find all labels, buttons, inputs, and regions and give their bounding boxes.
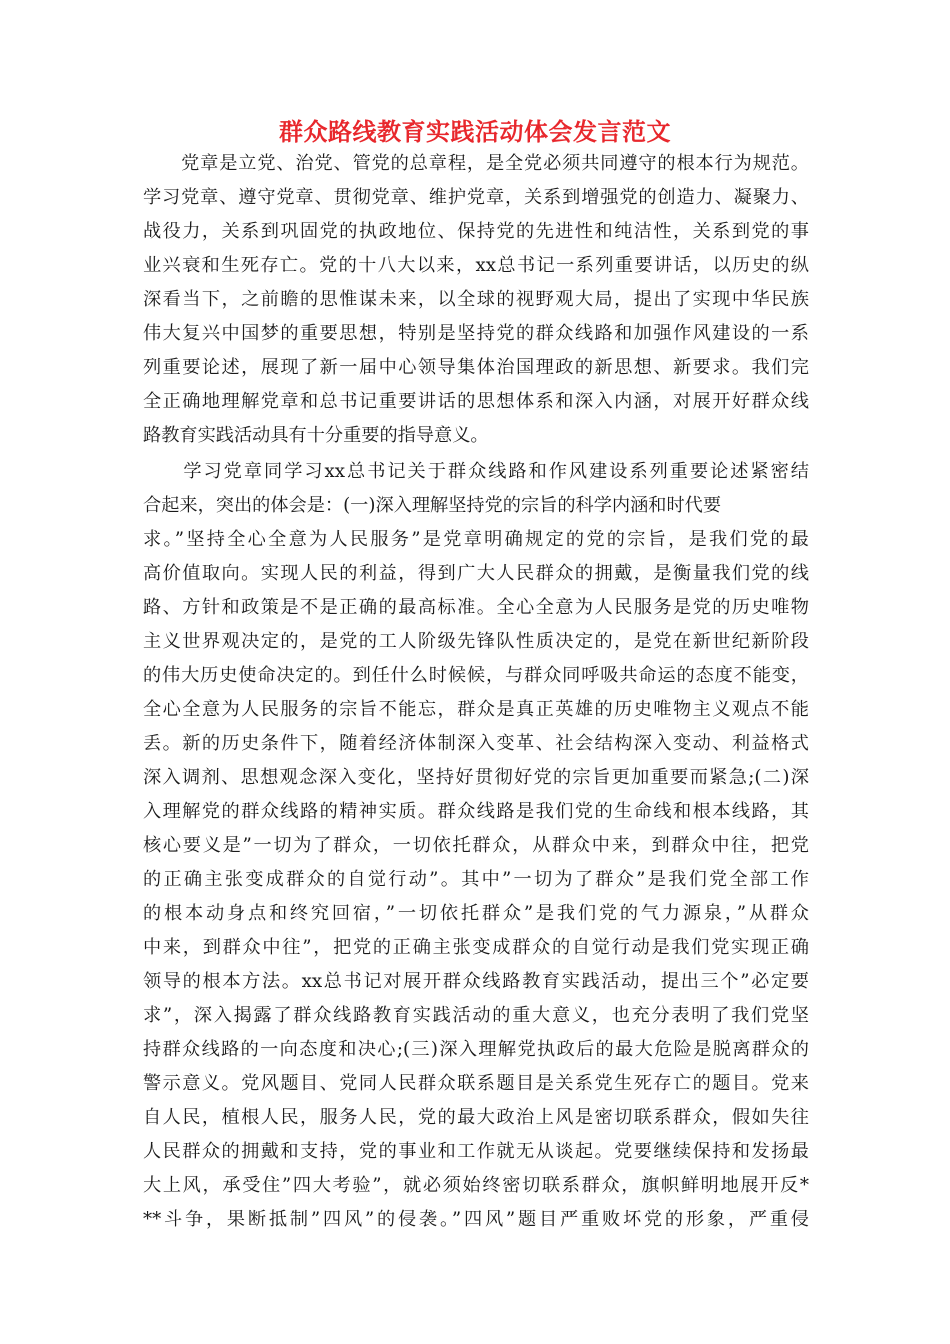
paragraph-1: [143, 147, 809, 453]
paragraph-line: 全正确地理解党章和总书记重要讲话的思想体系和深入内涵，对展开好群众线: [143, 391, 809, 412]
paragraph-line: **斗争，果断抵制”四风”的侵袭。”四风”题目严重败坏党的形象，严重侵: [143, 1209, 809, 1230]
paragraph-line: 求”，深入揭露了群众线路教育实践活动的重大意义，也充分表明了我们党坚: [143, 1005, 809, 1026]
paragraph-line: 的正确主张变成群众的自觉行动”。其中”一切为了群众”是我们党全部工作: [143, 869, 809, 890]
paragraph-line: 深看当下，之前瞻的思惟谋未来，以全球的视野观大局，提出了实现中华民族: [143, 289, 809, 310]
paragraph-line: 战役力，关系到巩固党的执政地位、保持党的先进性和纯洁性，关系到党的事: [143, 221, 809, 242]
paragraph-line: 警示意义。党风题目、党同人民群众联系题目是关系党生死存亡的题目。党来: [143, 1073, 809, 1094]
paragraph-line: 人民群众的拥戴和支持，党的事业和工作就无从谈起。党要继续保持和发扬最: [143, 1141, 809, 1162]
paragraph-line: 入理解党的群众线路的精神实质。群众线路是我们党的生命线和根本线路，其: [143, 801, 809, 822]
document-title: 群众路线教育实践活动体会发言范文: [279, 118, 671, 146]
paragraph-line: 高价值取向。实现人民的利益，得到广大人民群众的拥戴，是衡量我们党的线: [143, 563, 809, 584]
paragraph-line: 大上风，承受住”四大考验”，就必须始终密切联系群众，旗帜鲜明地展开反*: [143, 1175, 809, 1196]
paragraph-line: 丢。新的历史条件下，随着经济体制深入变革、社会结构深入变动、利益格式: [143, 733, 809, 754]
paragraph-line: 中来，到群众中往”，把党的正确主张变成群众的自觉行动是我们党实现正确: [143, 937, 809, 958]
paragraph-line: 的伟大历史使命决定的。到任什么时候候，与群众同呼吸共命运的态度不能变，: [143, 665, 809, 686]
paragraph-line: 合起来，突出的体会是：(一)深入理解坚持党的宗旨的科学内涵和时代要: [143, 495, 722, 516]
paragraph-line: 全心全意为人民服务的宗旨不能忘，群众是真正英雄的历史唯物主义观点不能: [143, 699, 809, 720]
paragraph-line: 学习党章、遵守党章、贯彻党章、维护党章，关系到增强党的创造力、凝聚力、: [143, 187, 809, 208]
paragraph-line: 自人民，植根人民，服务人民，党的最大政治上风是密切联系群众，假如失往: [143, 1107, 809, 1128]
paragraph-line: 列重要论述，展现了新一届中心领导集体治国理政的新思想、新要求。我们完: [143, 357, 809, 378]
paragraph-line: 学习党章同学习xx总书记关于群众线路和作风建设系列重要论述紧密结: [143, 461, 809, 482]
paragraph-line: 的根本动身点和终究回宿，”一切依托群众”是我们党的气力源泉，”从群众: [143, 903, 809, 924]
paragraph-line: 路、方针和政策是不是正确的最高标准。全心全意为人民服务是党的历史唯物: [143, 597, 809, 618]
paragraph-line: 持群众线路的一向态度和决心;(三)深入理解党执政后的最大危险是脱离群众的: [143, 1039, 809, 1060]
paragraph-line: 伟大复兴中国梦的重要思想，特别是坚持党的群众线路和加强作风建设的一系: [143, 323, 809, 344]
paragraph-line: 求。”坚持全心全意为人民服务”是党章明确规定的党的宗旨，是我们党的最: [143, 529, 809, 550]
paragraph-2: [143, 455, 809, 1237]
paragraph-line: 核心要义是”一切为了群众，一切依托群众，从群众中来，到群众中往，把党: [143, 835, 809, 856]
paragraph-line: 深入调剂、思想观念深入变化，坚持好贯彻好党的宗旨更加重要而紧急;(二)深: [143, 767, 809, 788]
paragraph-line: 党章是立党、治党、管党的总章程，是全党必须共同遵守的根本行为规范。: [143, 153, 809, 174]
paragraph-line: 领导的根本方法。xx总书记对展开群众线路教育实践活动，提出三个”必定要: [143, 971, 809, 992]
paragraph-line: 业兴衰和生死存亡。党的十八大以来，xx总书记一系列重要讲话，以历史的纵: [143, 255, 809, 276]
paragraph-line: 主义世界观决定的，是党的工人阶级先锋队性质决定的，是党在新世纪新阶段: [143, 631, 809, 652]
paragraph-line: 路教育实践活动具有十分重要的指导意义。: [143, 425, 489, 446]
